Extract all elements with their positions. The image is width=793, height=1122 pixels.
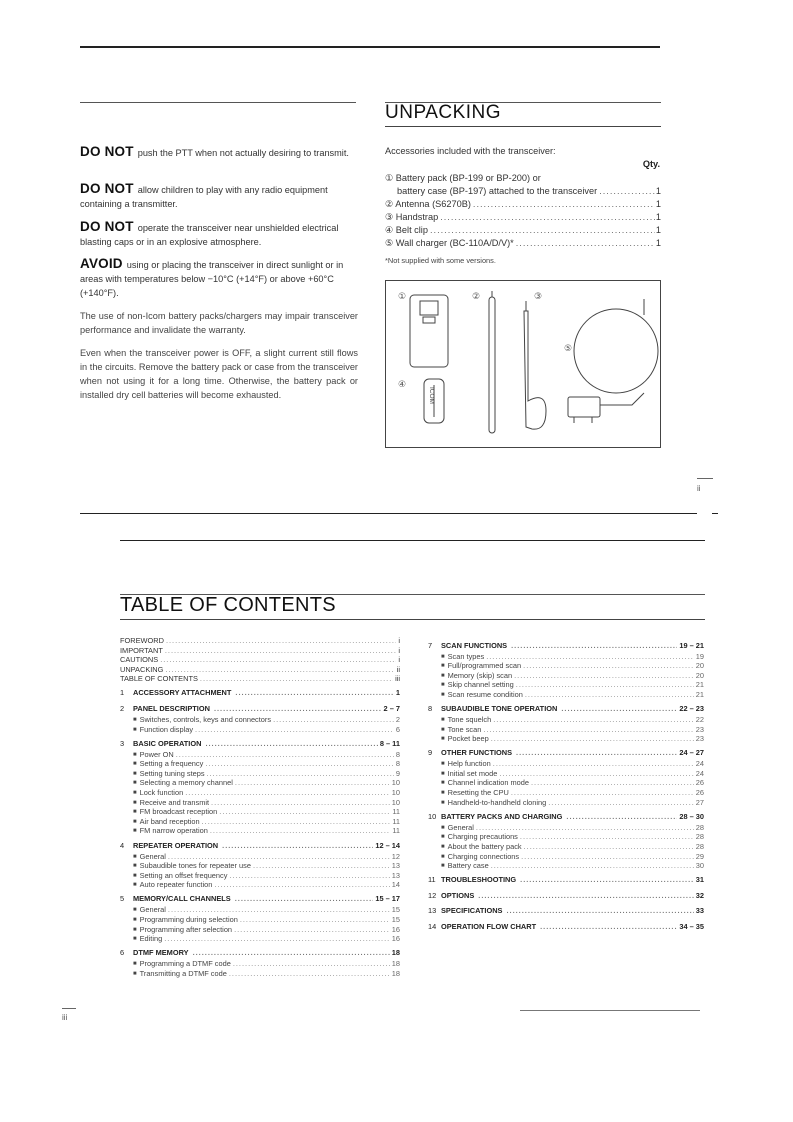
- subsection-page: 24: [695, 759, 704, 769]
- toc-subsection-row[interactable]: [120, 715, 400, 725]
- page-divider-mark: [712, 513, 718, 514]
- toc-rule-bottom: [120, 619, 705, 620]
- subsection-title: ■ Air band reception: [133, 817, 202, 827]
- page-divider-upper: [80, 513, 697, 514]
- accessories-drawing: [386, 281, 660, 447]
- subsection-title: ■ General: [133, 852, 168, 862]
- chapter-page: 33: [695, 906, 704, 916]
- toc-subsection-row[interactable]: [428, 832, 704, 842]
- subsection-page: 27: [695, 797, 704, 807]
- chapter-number: 5: [120, 894, 125, 904]
- subsection-page: 10: [391, 778, 400, 788]
- toc-subsection-row[interactable]: [428, 788, 704, 798]
- subsection-page: 10: [391, 788, 400, 798]
- subsection-page: 30: [695, 861, 704, 871]
- page-number: ii: [697, 484, 701, 493]
- toc-row[interactable]: CAUTIONS ..... i: [120, 655, 400, 665]
- chapter-page: 12 – 14: [375, 840, 400, 850]
- accessory-item: battery case (BP-197) attached to the transceiver ..... 1: [385, 185, 661, 198]
- warning-blasting-caps: [80, 220, 358, 249]
- subsection-page: 6: [395, 724, 400, 734]
- subsection-title: ■ Initial set mode: [441, 769, 499, 779]
- subsection-page: 21: [695, 680, 704, 690]
- toc-subsection-row[interactable]: [120, 852, 400, 862]
- chapter-number: 7: [428, 640, 433, 650]
- subsection-title: ■ Tone squelch: [441, 715, 493, 725]
- chapter-number: 6: [120, 948, 125, 958]
- left-column-rule: [80, 102, 356, 103]
- toc-chapter-row[interactable]: [428, 810, 704, 823]
- chapter-title: TROUBLESHOOTING: [441, 875, 517, 885]
- subsection-page: 16: [391, 924, 400, 934]
- toc-front-matter: [120, 636, 400, 684]
- chapter-title: PANEL DESCRIPTION: [133, 703, 210, 713]
- subsection-title: ■ Power ON: [133, 750, 176, 760]
- toc-chapter-row[interactable]: [120, 686, 400, 699]
- top-rule: [80, 46, 660, 48]
- subsection-title: ■ Auto repeater function: [133, 880, 214, 890]
- page-number: iii: [62, 1013, 68, 1022]
- toc-chapter-row[interactable]: [428, 746, 704, 759]
- chapter-number: 1: [120, 688, 125, 698]
- subsection-page: 15: [391, 914, 400, 924]
- subsection-title: ■ Tone scan: [441, 725, 483, 735]
- subsection-page: 14: [391, 880, 400, 890]
- toc-chapter-row[interactable]: [428, 920, 704, 933]
- warning-text: push the PTT when not actually desiring to transmit.: [137, 148, 349, 158]
- subsection-title: ■ About the battery pack: [441, 842, 524, 852]
- toc-subsection-row[interactable]: [428, 680, 704, 690]
- subsection-page: 9: [395, 768, 400, 778]
- chapter-title: MEMORY/CALL CHANNELS: [133, 894, 231, 904]
- clip-brand-text: ICOM: [428, 387, 435, 404]
- toc-row[interactable]: IMPORTANT ..... i: [120, 646, 400, 656]
- warning-children: [80, 182, 358, 211]
- chapter-page: 31: [695, 875, 704, 885]
- subsection-page: 13: [391, 870, 400, 880]
- subsection-title: ■ Function display: [133, 725, 195, 735]
- toc-chapter-row[interactable]: [428, 889, 704, 902]
- warning-text: using or placing the transceiver in direct sunlight or in areas with temperatures below −10°C (+14°F) or above +60°C (+140°F).: [80, 260, 344, 298]
- chapter-page: 8 – 11: [379, 738, 400, 748]
- toc-subsection-row[interactable]: [428, 652, 704, 662]
- toc-subsection-row[interactable]: [428, 798, 704, 808]
- note-non-icom: The use of non-Icom battery packs/chargers may impair transceiver performance and invalidate the warranty.: [80, 311, 358, 335]
- subsection-title: ■ FM narrow operation: [133, 826, 210, 836]
- warning-ptt: [80, 145, 358, 160]
- toc-subsection-row[interactable]: [120, 915, 400, 925]
- chapter-page: 28 – 30: [679, 811, 704, 821]
- toc-subsection-row[interactable]: [120, 826, 400, 836]
- subsection-title: ■ Help function: [441, 759, 493, 769]
- subsection-title: ■ Battery case: [441, 861, 491, 871]
- chapter-page: 15 – 17: [375, 894, 400, 904]
- toc-chapters-right: [428, 639, 704, 933]
- toc-subsection-row[interactable]: [120, 778, 400, 788]
- note-current-drain: Even when the transceiver power is OFF, a slight current still flows in the circuits. Remove the battery pack or case from the transceiver when not using it for a long time. Otherwise, the battery pack or installed dry cell batteries will become exhausted.: [80, 348, 358, 400]
- page-divider-lower: [120, 540, 705, 541]
- page-ii-rule: [697, 478, 713, 479]
- chapter-number: 8: [428, 703, 433, 713]
- chapter-title: BATTERY PACKS AND CHARGING: [441, 811, 563, 821]
- subsection-page: 22: [695, 714, 704, 724]
- toc-subsection-row[interactable]: [120, 788, 400, 798]
- chapter-title: DTMF MEMORY: [133, 948, 189, 958]
- subsection-page: 26: [695, 788, 704, 798]
- toc-chapter-row[interactable]: [428, 904, 704, 917]
- chapter-number: 10: [428, 811, 437, 821]
- toc-subsection-row[interactable]: [120, 807, 400, 817]
- warning-keyword: DO NOT: [80, 181, 134, 196]
- toc-chapter-row[interactable]: [120, 892, 400, 905]
- subsection-page: 19: [695, 651, 704, 661]
- label-battery: ①: [398, 291, 407, 301]
- subsection-title: ■ Editing: [133, 934, 164, 944]
- toc-title: TABLE OF CONTENTS: [120, 594, 336, 616]
- toc-subsection-row[interactable]: [120, 817, 400, 827]
- toc-chapter-row[interactable]: [428, 639, 704, 652]
- chapter-number: 11: [428, 875, 436, 885]
- chapter-title: SUBAUDIBLE TONE OPERATION: [441, 703, 558, 713]
- subsection-page: 18: [391, 959, 400, 969]
- subsection-title: ■ Memory (skip) scan: [441, 671, 514, 681]
- chapter-title: OPTIONS: [441, 890, 475, 900]
- toc-row[interactable]: FOREWORD ..... i: [120, 636, 400, 646]
- toc-chapter-row[interactable]: [120, 737, 400, 750]
- subsection-page: 11: [392, 807, 400, 817]
- subsection-page: 20: [695, 670, 704, 680]
- bottom-right-rule: [520, 1010, 700, 1011]
- toc-subsection-row[interactable]: [428, 769, 704, 779]
- toc-subsection-row[interactable]: [120, 880, 400, 890]
- subsection-page: 8: [395, 759, 400, 769]
- warning-keyword: AVOID: [80, 256, 123, 271]
- subsection-page: 2: [395, 714, 400, 724]
- unpacking-rule-bottom: [385, 126, 661, 127]
- toc-chapter-row[interactable]: [120, 839, 400, 852]
- chapter-number: 12: [428, 890, 437, 900]
- subsection-title: ■ Programming during selection: [133, 915, 240, 925]
- accessory-list: [385, 172, 661, 250]
- subsection-page: 24: [695, 768, 704, 778]
- subsection-page: 16: [391, 934, 400, 944]
- antenna-image: [489, 291, 495, 433]
- toc-subsection-row[interactable]: [428, 671, 704, 681]
- toc-subsection-row[interactable]: [428, 861, 704, 871]
- chapter-title: SPECIFICATIONS: [441, 906, 503, 916]
- subsection-page: 11: [392, 816, 400, 826]
- subsection-title: ■ Switches, controls, keys and connectors: [133, 715, 273, 725]
- warning-text: allow children to play with any radio equipment containing a transmitter.: [80, 185, 328, 209]
- page-iii-rule: [62, 1008, 76, 1009]
- subsection-page: 23: [695, 734, 704, 744]
- accessory-item: ④ Belt clip ..... 1: [385, 224, 661, 237]
- accessory-item: ① Battery pack (BP-199 or BP-200) or: [385, 173, 541, 183]
- label-belt-clip: ④: [398, 379, 407, 389]
- subsection-title: ■ Selecting a memory channel: [133, 778, 235, 788]
- accessory-footnote: *Not supplied with some versions.: [385, 256, 496, 265]
- toc-subsection-row[interactable]: [428, 715, 704, 725]
- chapter-number: 13: [428, 906, 437, 916]
- subsection-page: 18: [391, 968, 400, 978]
- subsection-title: ■ Charging connections: [441, 852, 521, 862]
- chapter-number: 14: [428, 921, 437, 931]
- subsection-title: ■ Full/programmed scan: [441, 661, 523, 671]
- toc-subsection-row[interactable]: [120, 934, 400, 944]
- battery-pack-image: [410, 295, 448, 367]
- warning-keyword: DO NOT: [80, 144, 134, 159]
- subsection-title: ■ General: [441, 823, 476, 833]
- wall-charger-image: [568, 299, 658, 423]
- chapter-number: 3: [120, 738, 125, 748]
- chapter-title: SCAN FUNCTIONS: [441, 640, 508, 650]
- toc-subsection-row[interactable]: [120, 750, 400, 760]
- subsection-title: ■ Charging precautions: [441, 832, 520, 842]
- warning-keyword: DO NOT: [80, 219, 134, 234]
- toc-subsection-row[interactable]: [428, 759, 704, 769]
- chapter-number: 2: [120, 703, 125, 713]
- toc-subsection-row[interactable]: [428, 725, 704, 735]
- label-charger: ⑤: [564, 343, 573, 353]
- chapter-title: REPEATER OPERATION: [133, 840, 219, 850]
- label-antenna: ②: [472, 291, 481, 301]
- label-handstrap: ③: [534, 291, 543, 301]
- subsection-title: ■ Resetting the CPU: [441, 788, 511, 798]
- toc-subsection-row[interactable]: [120, 871, 400, 881]
- accessory-item: ⑤ Wall charger (BC-110A/D/V)* ..... 1: [385, 237, 661, 250]
- toc-chapter-row[interactable]: [428, 702, 704, 715]
- toc-subsection-row[interactable]: [120, 969, 400, 979]
- subsection-title: ■ Subaudible tones for repeater use: [133, 861, 253, 871]
- chapter-page: 19 – 21: [679, 640, 704, 650]
- chapter-page: 1: [395, 688, 400, 698]
- toc-chapter-row[interactable]: [120, 702, 400, 715]
- toc-row[interactable]: TABLE OF CONTENTS ..... iii: [120, 674, 400, 684]
- subsection-title: ■ Setting an offset frequency: [133, 871, 229, 881]
- handstrap-image: [524, 301, 546, 429]
- chapter-number: 9: [428, 748, 433, 758]
- toc-subsection-row[interactable]: [428, 734, 704, 744]
- subsection-page: 20: [695, 661, 704, 671]
- toc-subsection-row[interactable]: [120, 959, 400, 969]
- subsection-page: 28: [695, 822, 704, 832]
- chapter-page: 32: [695, 890, 704, 900]
- subsection-page: 12: [391, 851, 400, 861]
- subsection-page: 28: [695, 832, 704, 842]
- toc-subsection-row[interactable]: [120, 861, 400, 871]
- chapter-page: 18: [391, 948, 400, 958]
- toc-subsection-row[interactable]: [120, 725, 400, 735]
- subsection-page: 26: [695, 778, 704, 788]
- toc-subsection-row[interactable]: [428, 778, 704, 788]
- toc-left-column: [120, 636, 400, 978]
- qty-header: Qty.: [642, 159, 660, 169]
- chapter-title: OPERATION FLOW CHART: [441, 921, 537, 931]
- accessory-item: ② Antenna (S6270B) ..... 1: [385, 198, 661, 211]
- subsection-title: ■ Programming after selection: [133, 925, 234, 935]
- subsection-page: 10: [391, 797, 400, 807]
- toc-subsection-row[interactable]: [120, 769, 400, 779]
- toc-subsection-row[interactable]: [428, 661, 704, 671]
- chapter-page: 22 – 23: [679, 703, 704, 713]
- toc-chapter-row[interactable]: [428, 873, 704, 886]
- chapter-page: 2 – 7: [383, 703, 400, 713]
- toc-row[interactable]: UNPACKING ..... ii: [120, 665, 400, 675]
- subsection-page: 28: [695, 841, 704, 851]
- chapter-title: ACCESSORY ATTACHMENT: [133, 688, 232, 698]
- accessories-intro: Accessories included with the transceiver:: [385, 146, 556, 156]
- toc-subsection-row[interactable]: [428, 852, 704, 862]
- chapter-page: 24 – 27: [679, 748, 704, 758]
- subsection-title: ■ Setting tuning steps: [133, 769, 207, 779]
- toc-chapter-row[interactable]: [120, 946, 400, 959]
- toc-subsection-row[interactable]: [428, 823, 704, 833]
- warning-temperature: [80, 257, 358, 300]
- subsection-page: 8: [395, 749, 400, 759]
- subsection-title: ■ Scan resume condition: [441, 690, 525, 700]
- accessories-illustration: [385, 280, 661, 448]
- subsection-title: ■ Pocket beep: [441, 734, 491, 744]
- subsection-title: ■ Handheld-to-handheld cloning: [441, 798, 548, 808]
- subsection-title: ■ Scan types: [441, 652, 486, 662]
- subsection-page: 23: [695, 724, 704, 734]
- toc-chapters-left: [120, 686, 400, 978]
- toc-right-column: [428, 636, 704, 933]
- toc-subsection-row[interactable]: [120, 798, 400, 808]
- chapter-title: OTHER FUNCTIONS: [441, 748, 513, 758]
- subsection-title: ■ Skip channel setting: [441, 680, 516, 690]
- toc-subsection-row[interactable]: [120, 905, 400, 915]
- subsection-title: ■ Transmitting a DTMF code: [133, 969, 229, 979]
- subsection-page: 13: [391, 861, 400, 871]
- subsection-page: 21: [695, 689, 704, 699]
- subsection-title: ■ General: [133, 905, 168, 915]
- subsection-title: ■ Setting a frequency: [133, 759, 205, 769]
- subsection-page: 15: [391, 905, 400, 915]
- subsection-title: ■ Channel indication mode: [441, 778, 531, 788]
- toc-subsection-row[interactable]: [120, 759, 400, 769]
- toc-subsection-row[interactable]: [428, 842, 704, 852]
- unpacking-title: UNPACKING: [385, 102, 502, 123]
- subsection-title: ■ Lock function: [133, 788, 185, 798]
- subsection-title: ■ Programming a DTMF code: [133, 959, 233, 969]
- toc-subsection-row[interactable]: [120, 925, 400, 935]
- chapter-page: 34 – 35: [679, 921, 704, 931]
- subsection-title: ■ FM broadcast reception: [133, 807, 219, 817]
- chapter-title: BASIC OPERATION: [133, 738, 202, 748]
- toc-subsection-row[interactable]: [428, 690, 704, 700]
- subsection-title: ■ Receive and transmit: [133, 798, 211, 808]
- accessory-item: ③ Handstrap ..... 1: [385, 211, 661, 224]
- subsection-page: 29: [695, 851, 704, 861]
- warning-text: operate the transceiver near unshielded electrical blasting caps or in an explosive atmosphere.: [80, 223, 339, 247]
- subsection-page: 11: [392, 826, 400, 836]
- chapter-number: 4: [120, 840, 125, 850]
